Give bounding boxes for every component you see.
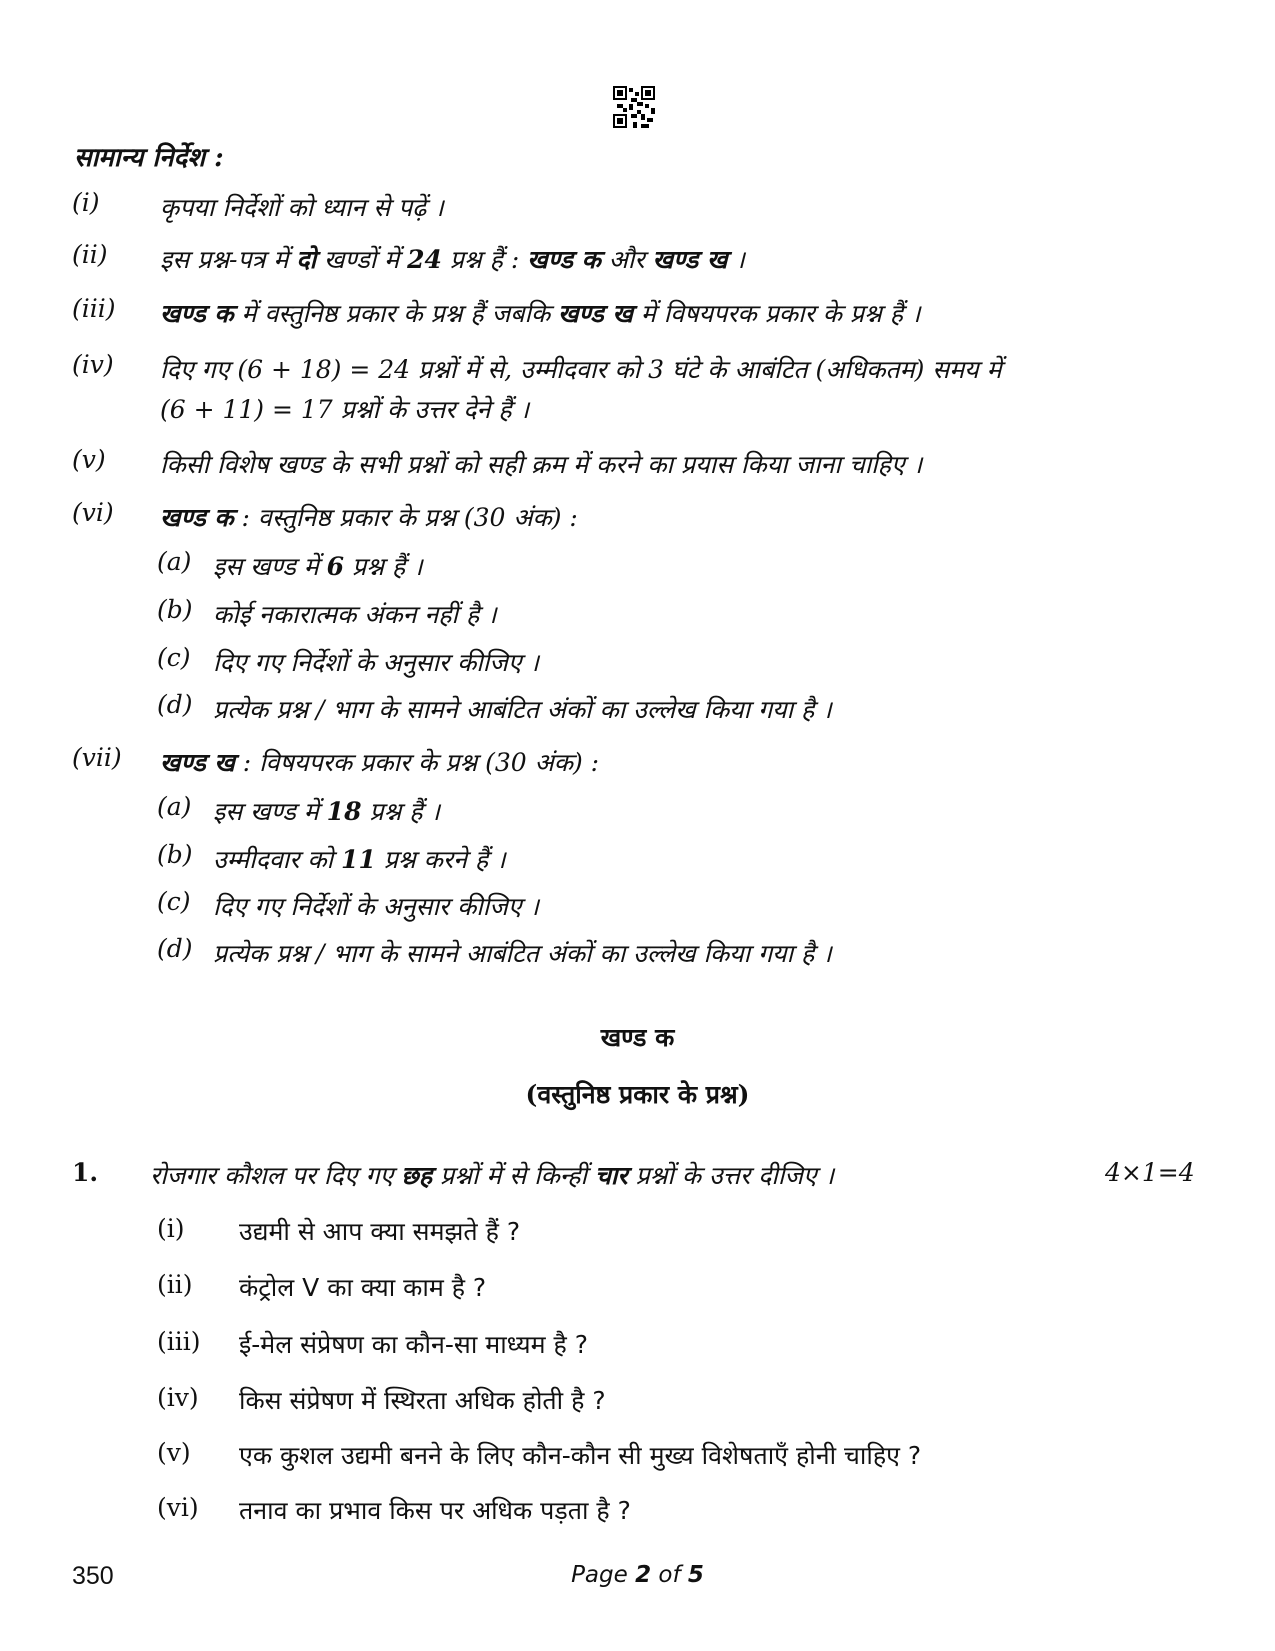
question-text: रोजगार कौशल पर दिए गए छह प्रश्नों में से किन्हीं चार प्रश्नों के उत्तर दीजिए । (150, 1161, 835, 1190)
option-text: कंट्रोल V का क्या काम है ? (239, 1273, 487, 1302)
qr-code-icon (613, 86, 655, 128)
option-text: उद्यमी से आप क्या समझते हैं ? (239, 1217, 521, 1246)
instruction-number: (vi) (72, 498, 114, 527)
instruction-text: खण्ड क में वस्तुनिष्ठ प्रकार के प्रश्न हैं जबकि खण्ड ख में विषयपरक प्रकार के प्रश्न हैं । (160, 299, 921, 328)
sub-instruction-number: (b) (157, 595, 193, 624)
sub-instruction-text: कोई नकारात्मक अंकन नहीं है । (213, 600, 497, 629)
section-title: खण्ड क (600, 1023, 675, 1052)
general-instructions-heading: सामान्य निर्देश : (74, 143, 224, 173)
option-text: एक कुशल उद्यमी बनने के लिए कौन-कौन सी मुख्य विशेषताएँ होनी चाहिए ? (239, 1441, 922, 1470)
option-text: तनाव का प्रभाव किस पर अधिक पड़ता है ? (239, 1496, 631, 1525)
sub-instruction-number: (a) (157, 792, 192, 821)
instruction-number: (vii) (72, 743, 122, 772)
section-subtitle: (वस्तुनिष्ठ प्रकार के प्रश्न) (525, 1080, 750, 1109)
sub-instruction-number: (d) (157, 690, 193, 719)
instruction-number: (iv) (72, 350, 114, 379)
sub-instruction-number: (a) (157, 547, 192, 576)
option-text: ई-मेल संप्रेषण का कौन-सा माध्यम है ? (239, 1330, 588, 1359)
sub-instruction-number: (b) (157, 840, 193, 869)
sub-instruction-text: प्रत्येक प्रश्न / भाग के सामने आबंटित अंकों का उल्लेख किया गया है । (213, 939, 832, 968)
option-text: किस संप्रेषण में स्थिरता अधिक होती है ? (239, 1386, 606, 1415)
option-number: (iii) (157, 1327, 201, 1356)
instruction-number: (v) (72, 445, 106, 474)
sub-instruction-text: इस खण्ड में 18 प्रश्न हैं । (213, 797, 440, 826)
sub-instruction-text: प्रत्येक प्रश्न / भाग के सामने आबंटित अंकों का उल्लेख किया गया है । (213, 695, 832, 724)
instruction-text: किसी विशेष खण्ड के सभी प्रश्नों को सही क्रम में करने का प्रयास किया जाना चाहिए । (160, 450, 923, 479)
sub-instruction-text: दिए गए निर्देशों के अनुसार कीजिए । (213, 892, 540, 921)
sub-instruction-number: (c) (157, 643, 191, 672)
sub-instruction-text: दिए गए निर्देशों के अनुसार कीजिए । (213, 648, 540, 677)
question-marks: 4×1=4 (1105, 1158, 1195, 1187)
instruction-text: दिए गए (6 + 18) = 24 प्रश्नों में से, उम्मीदवार को 3 घंटे के आबंटित (अधिकतम) समय में (6 + 11) = 17 प्रश्नों के उत्तर देने हैं । (160, 355, 1002, 424)
sub-instruction-number: (d) (157, 934, 193, 963)
instruction-number: (iii) (72, 294, 116, 323)
instruction-text: खण्ड ख : विषयपरक प्रकार के प्रश्न (30 अंक) : (160, 748, 600, 777)
sub-instruction-text: उम्मीदवार को 11 प्रश्न करने हैं । (213, 845, 506, 874)
sub-instruction-text: इस खण्ड में 6 प्रश्न हैं । (213, 552, 423, 581)
instruction-text: इस प्रश्न-पत्र में दो खण्डों में 24 प्रश्न हैं : खण्ड क और खण्ड ख । (160, 245, 745, 274)
option-number: (v) (157, 1438, 191, 1467)
option-number: (iv) (157, 1383, 199, 1412)
sub-instruction-number: (c) (157, 887, 191, 916)
option-number: (ii) (157, 1270, 193, 1299)
option-number: (vi) (157, 1493, 199, 1522)
instruction-number: (ii) (72, 240, 108, 269)
paper-code: 350 (72, 1562, 114, 1590)
instruction-text: खण्ड क : वस्तुनिष्ठ प्रकार के प्रश्न (30 अंक) : (160, 503, 578, 532)
question-number: 1. (72, 1158, 99, 1187)
instruction-text: कृपया निर्देशों को ध्यान से पढ़ें । (160, 193, 444, 222)
instruction-number: (i) (72, 188, 100, 217)
option-number: (i) (157, 1214, 185, 1243)
page-number: Page 2 of 5 (571, 1562, 704, 1588)
